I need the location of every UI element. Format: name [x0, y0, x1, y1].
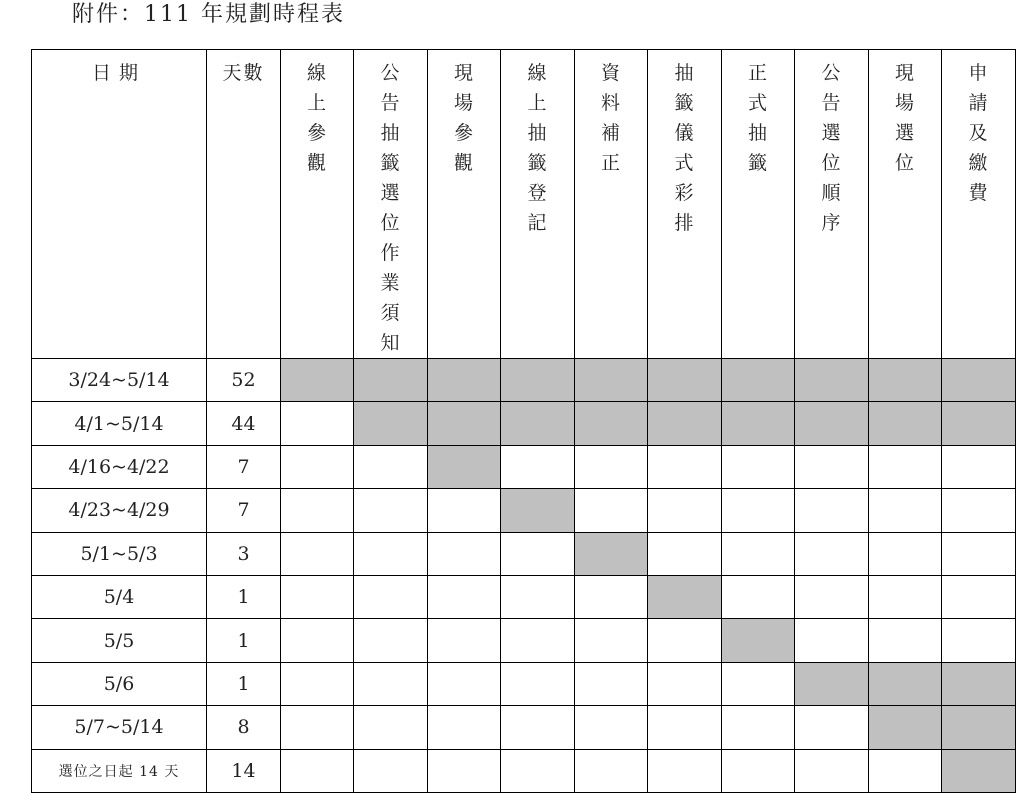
schedule-cell [795, 489, 869, 532]
date-cell: 4/1~5/14 [32, 402, 207, 445]
column-header-onsite-visit: 現場參觀 [428, 50, 501, 359]
schedule-cell [795, 445, 869, 488]
schedule-cell [795, 706, 869, 749]
schedule-cell-active [722, 359, 795, 402]
schedule-cell [575, 575, 648, 618]
date-cell: 選位之日起 14 天 [32, 749, 207, 792]
days-cell: 44 [207, 402, 281, 445]
schedule-cell-active [501, 402, 575, 445]
column-header-online-lottery-registration: 線上抽籤登記 [501, 50, 575, 359]
schedule-cell [575, 619, 648, 662]
schedule-cell [501, 706, 575, 749]
schedule-cell [869, 532, 942, 575]
schedule-cell-active [575, 532, 648, 575]
schedule-cell [281, 619, 354, 662]
column-header-days: 天數 [207, 50, 281, 359]
days-cell: 14 [207, 749, 281, 792]
column-header-document-correction: 資料補正 [575, 50, 648, 359]
schedule-cell [281, 706, 354, 749]
table-row [32, 532, 1016, 575]
days-cell: 8 [207, 706, 281, 749]
schedule-cell [354, 532, 428, 575]
schedule-cell-active [354, 402, 428, 445]
days-cell: 1 [207, 575, 281, 618]
schedule-cell-active [428, 402, 501, 445]
schedule-cell-active [722, 402, 795, 445]
date-cell: 5/4 [32, 575, 207, 618]
date-cell: 4/16~4/22 [32, 445, 207, 488]
schedule-cell-active [942, 359, 1016, 402]
column-header-date: 日期 [32, 50, 207, 359]
schedule-cell-active [281, 359, 354, 402]
schedule-cell [428, 532, 501, 575]
schedule-cell [648, 662, 722, 705]
schedule-cell [428, 575, 501, 618]
schedule-cell [281, 445, 354, 488]
schedule-cell [354, 662, 428, 705]
table-row [32, 575, 1016, 618]
schedule-cell [869, 575, 942, 618]
schedule-cell-active [869, 359, 942, 402]
table-row [32, 706, 1016, 749]
schedule-cell [428, 706, 501, 749]
schedule-cell-active [942, 749, 1016, 792]
schedule-cell [575, 445, 648, 488]
schedule-cell-active [501, 359, 575, 402]
schedule-cell [942, 489, 1016, 532]
schedule-cell [869, 749, 942, 792]
schedule-cell [428, 662, 501, 705]
schedule-cell [575, 749, 648, 792]
schedule-cell-active [648, 402, 722, 445]
schedule-cell [942, 445, 1016, 488]
schedule-cell-active [869, 402, 942, 445]
schedule-cell [354, 575, 428, 618]
date-cell: 3/24~5/14 [32, 359, 207, 402]
schedule-cell [575, 489, 648, 532]
schedule-cell [722, 706, 795, 749]
schedule-cell [648, 749, 722, 792]
schedule-cell-active [648, 359, 722, 402]
date-cell: 5/1~5/3 [32, 532, 207, 575]
date-cell: 5/7~5/14 [32, 706, 207, 749]
schedule-cell-active [501, 489, 575, 532]
date-cell: 4/23~4/29 [32, 489, 207, 532]
schedule-cell [281, 575, 354, 618]
schedule-cell [942, 532, 1016, 575]
date-cell: 5/6 [32, 662, 207, 705]
days-cell: 3 [207, 532, 281, 575]
page-title: 附件：111 年規劃時程表 [72, 2, 345, 27]
schedule-cell [722, 489, 795, 532]
schedule-cell [795, 619, 869, 662]
column-header-online-visit: 線上參觀 [281, 50, 354, 359]
days-cell: 1 [207, 619, 281, 662]
schedule-cell [354, 445, 428, 488]
schedule-cell [648, 532, 722, 575]
schedule-body [32, 359, 1016, 793]
days-cell: 52 [207, 359, 281, 402]
column-header-official-lottery: 正式抽籤 [722, 50, 795, 359]
schedule-cell [722, 445, 795, 488]
schedule-cell [722, 662, 795, 705]
schedule-cell [869, 489, 942, 532]
column-header-announce-lottery-rules: 公告抽籤選位作業須知 [354, 50, 428, 359]
schedule-cell [281, 489, 354, 532]
schedule-cell [648, 619, 722, 662]
schedule-cell [501, 619, 575, 662]
schedule-cell [575, 662, 648, 705]
schedule-cell-active [942, 706, 1016, 749]
days-cell: 7 [207, 489, 281, 532]
schedule-cell [428, 749, 501, 792]
days-cell: 1 [207, 662, 281, 705]
table-row [32, 489, 1016, 532]
schedule-cell [722, 749, 795, 792]
header-row [32, 50, 1016, 359]
column-header-lottery-rehearsal: 抽籤儀式彩排 [648, 50, 722, 359]
table-row [32, 445, 1016, 488]
schedule-cell [354, 706, 428, 749]
schedule-cell-active [428, 445, 501, 488]
schedule-cell-active [795, 662, 869, 705]
table-row [32, 402, 1016, 445]
schedule-cell [575, 706, 648, 749]
date-cell: 5/5 [32, 619, 207, 662]
schedule-cell [281, 532, 354, 575]
schedule-cell [869, 619, 942, 662]
schedule-cell [281, 662, 354, 705]
schedule-cell [428, 619, 501, 662]
schedule-cell [648, 489, 722, 532]
schedule-cell-active [795, 359, 869, 402]
schedule-cell [501, 575, 575, 618]
schedule-cell-active [575, 402, 648, 445]
schedule-cell [354, 489, 428, 532]
table-row [32, 749, 1016, 792]
schedule-cell-active [354, 359, 428, 402]
column-header-application-payment: 申請及繳費 [942, 50, 1016, 359]
column-header-announce-selection-order: 公告選位順序 [795, 50, 869, 359]
schedule-cell-active [942, 402, 1016, 445]
schedule-cell [354, 749, 428, 792]
schedule-cell-active [722, 619, 795, 662]
table-row [32, 619, 1016, 662]
schedule-cell [501, 445, 575, 488]
schedule-cell-active [942, 662, 1016, 705]
schedule-cell [795, 575, 869, 618]
schedule-cell-active [575, 359, 648, 402]
column-header-onsite-selection: 現場選位 [869, 50, 942, 359]
days-cell: 7 [207, 445, 281, 488]
schedule-cell-active [869, 662, 942, 705]
schedule-table [31, 49, 1016, 793]
schedule-cell [869, 445, 942, 488]
schedule-cell [722, 575, 795, 618]
schedule-cell-active [648, 575, 722, 618]
schedule-cell [501, 662, 575, 705]
schedule-cell [722, 532, 795, 575]
table-row [32, 662, 1016, 705]
schedule-cell [648, 706, 722, 749]
schedule-cell [648, 445, 722, 488]
schedule-cell-active [795, 402, 869, 445]
table-row [32, 359, 1016, 402]
schedule-cell [281, 402, 354, 445]
schedule-cell [795, 532, 869, 575]
schedule-cell-active [869, 706, 942, 749]
schedule-cell [281, 749, 354, 792]
schedule-cell [942, 619, 1016, 662]
schedule-cell [428, 489, 501, 532]
schedule-cell [501, 532, 575, 575]
schedule-cell [354, 619, 428, 662]
schedule-cell [942, 575, 1016, 618]
schedule-cell-active [428, 359, 501, 402]
schedule-cell [795, 749, 869, 792]
schedule-cell [501, 749, 575, 792]
